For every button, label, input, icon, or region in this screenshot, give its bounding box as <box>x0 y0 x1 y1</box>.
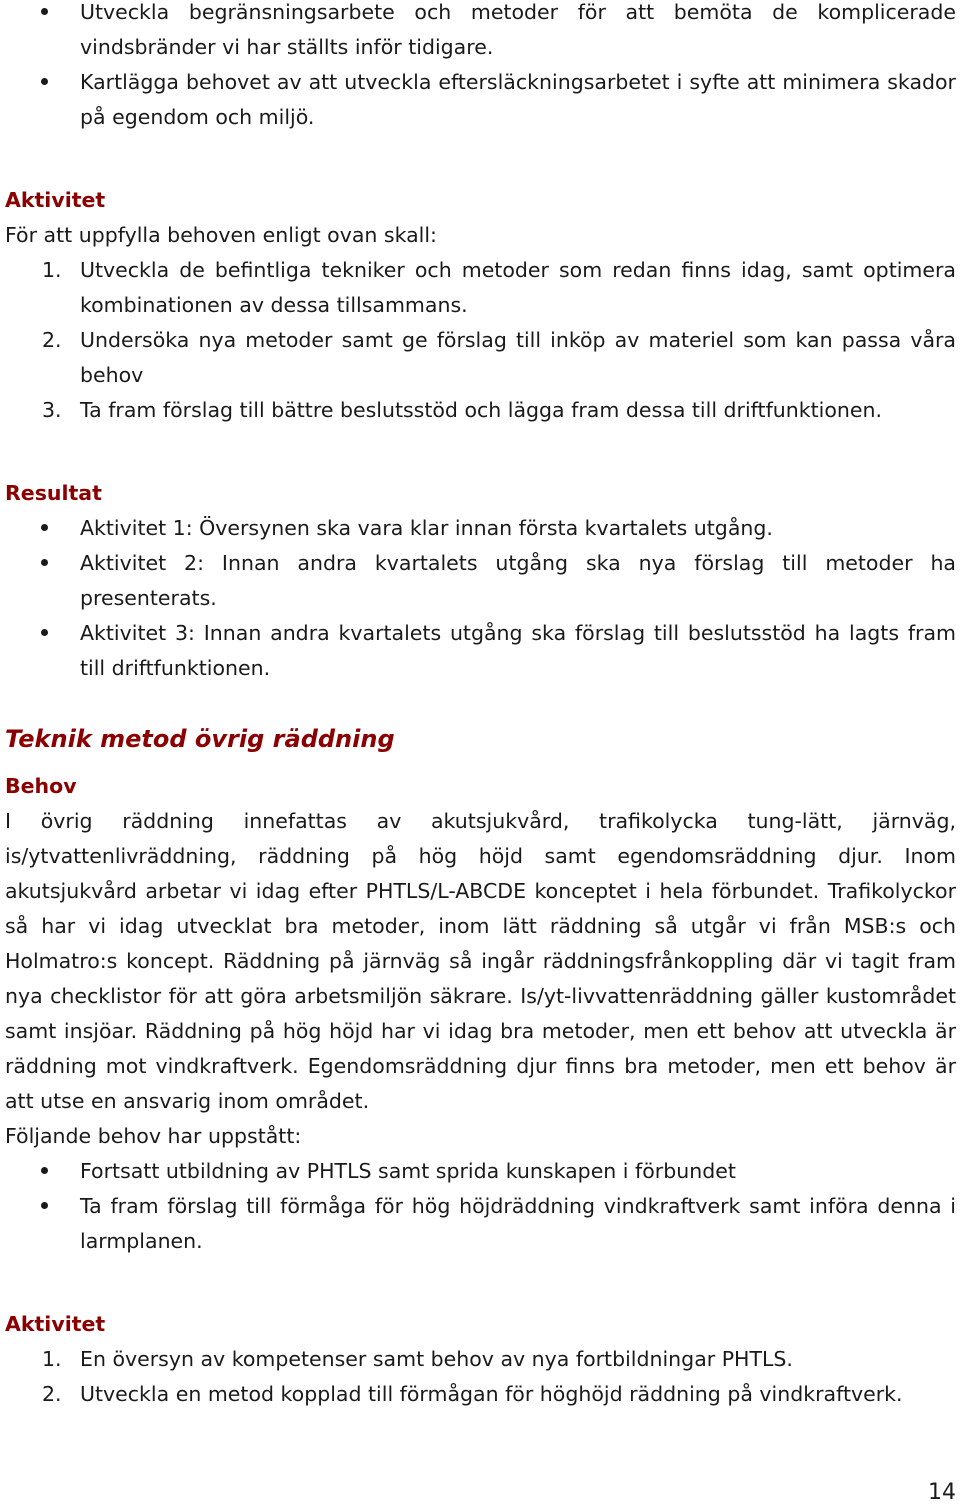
list-item: 2. Utveckla en metod kopplad till förmågan för höghöjd räddning på vindkraftverk. <box>5 1377 956 1412</box>
aktivitet-intro: För att uppfylla behoven enligt ovan skall: <box>5 223 437 247</box>
list-number: 1. <box>42 258 62 282</box>
bullet-icon <box>41 65 48 100</box>
bullet-icon <box>41 1189 48 1224</box>
list-item: Fortsatt utbildning av PHTLS samt sprida kunskapen i förbundet <box>5 1154 956 1189</box>
heading-resultat: Resultat <box>5 481 102 505</box>
list-item: Ta fram förslag till förmåga för hög höjdräddning vindkraftverk samt införa denna i larmplanen. <box>5 1189 956 1259</box>
heading-behov: Behov <box>5 774 77 798</box>
page-number: 14 <box>928 1480 956 1505</box>
list-item: Utveckla begränsningsarbete och metoder för att bemöta de komplicerade vindsbränder vi har ställts inför tidigare. <box>5 0 956 65</box>
list-number: 1. <box>42 1347 62 1371</box>
bullet-icon <box>41 616 48 651</box>
bullet-icon <box>41 1154 48 1189</box>
list-item: 2. Undersöka nya metoder samt ge förslag till inköp av materiel som kan passa våra behov <box>5 323 956 393</box>
bullet-list-needs <box>5 1154 956 1259</box>
numbered-list-aktivitet <box>5 253 956 428</box>
list-item: 1. En översyn av kompetenser samt behov av nya fortbildningar PHTLS. <box>5 1342 956 1377</box>
document-page <box>5 0 956 1412</box>
bullet-icon <box>41 546 48 581</box>
list-item: Aktivitet 3: Innan andra kvartalets utgång ska förslag till beslutsstöd ha lagts fram till driftfunktionen. <box>5 616 956 686</box>
list-number: 3. <box>42 398 62 422</box>
list-item: Aktivitet 1: Översynen ska vara klar innan första kvartalets utgång. <box>5 511 956 546</box>
list-number: 2. <box>42 1382 62 1406</box>
following-needs-label: Följande behov har uppstått: <box>5 1124 302 1148</box>
numbered-list-aktivitet-2 <box>5 1342 956 1412</box>
heading-aktivitet-2: Aktivitet <box>5 1312 106 1336</box>
list-number: 2. <box>42 328 62 352</box>
list-item: Kartlägga behovet av att utveckla eftersläckningsarbetet i syfte att minimera skador på egendom och miljö. <box>5 65 956 135</box>
bullet-icon <box>41 0 48 30</box>
section-title: Teknik metod övrig räddning <box>5 725 395 753</box>
list-item: 3. Ta fram förslag till bättre beslutsstöd och lägga fram dessa till driftfunktionen. <box>5 393 956 428</box>
list-item: 1. Utveckla de befintliga tekniker och metoder som redan finns idag, samt optimera kombinationen av dessa tillsammans. <box>5 253 956 323</box>
list-item: Aktivitet 2: Innan andra kvartalets utgång ska nya förslag till metoder ha presenterats. <box>5 546 956 616</box>
bullet-list-intro <box>5 0 956 135</box>
body-paragraph: I övrig räddning innefattas av akutsjukvård, trafikolycka tung-lätt, järnväg, is/ytvattenlivräddning, räddning på hög höjd samt egendomsräddning djur. Inom akutsjukvård arbetar vi idag efter PHTLS/L-ABCDE konceptet i hela förbundet. Trafikolyckor så har vi idag utvecklat bra metoder, inom lätt räddning så utgår vi från MSB:s och Holmatro:s koncept. Räddning på järnväg så ingår räddningsfrånkoppling där vi tagit fram nya checklistor för att göra arbetsmiljön säkrare. Is/yt-livvattenräddning gäller kustområdet samt insjöar. Räddning på hög höjd har vi idag bra metoder, men ett behov att utveckla är räddning mot vindkraftverk. Egendomsräddning djur finns bra metoder, men ett behov är att utse en ansvarig inom området. <box>5 809 956 1113</box>
heading-aktivitet: Aktivitet <box>5 188 106 212</box>
bullet-icon <box>41 511 48 546</box>
bullet-list-resultat <box>5 511 956 686</box>
